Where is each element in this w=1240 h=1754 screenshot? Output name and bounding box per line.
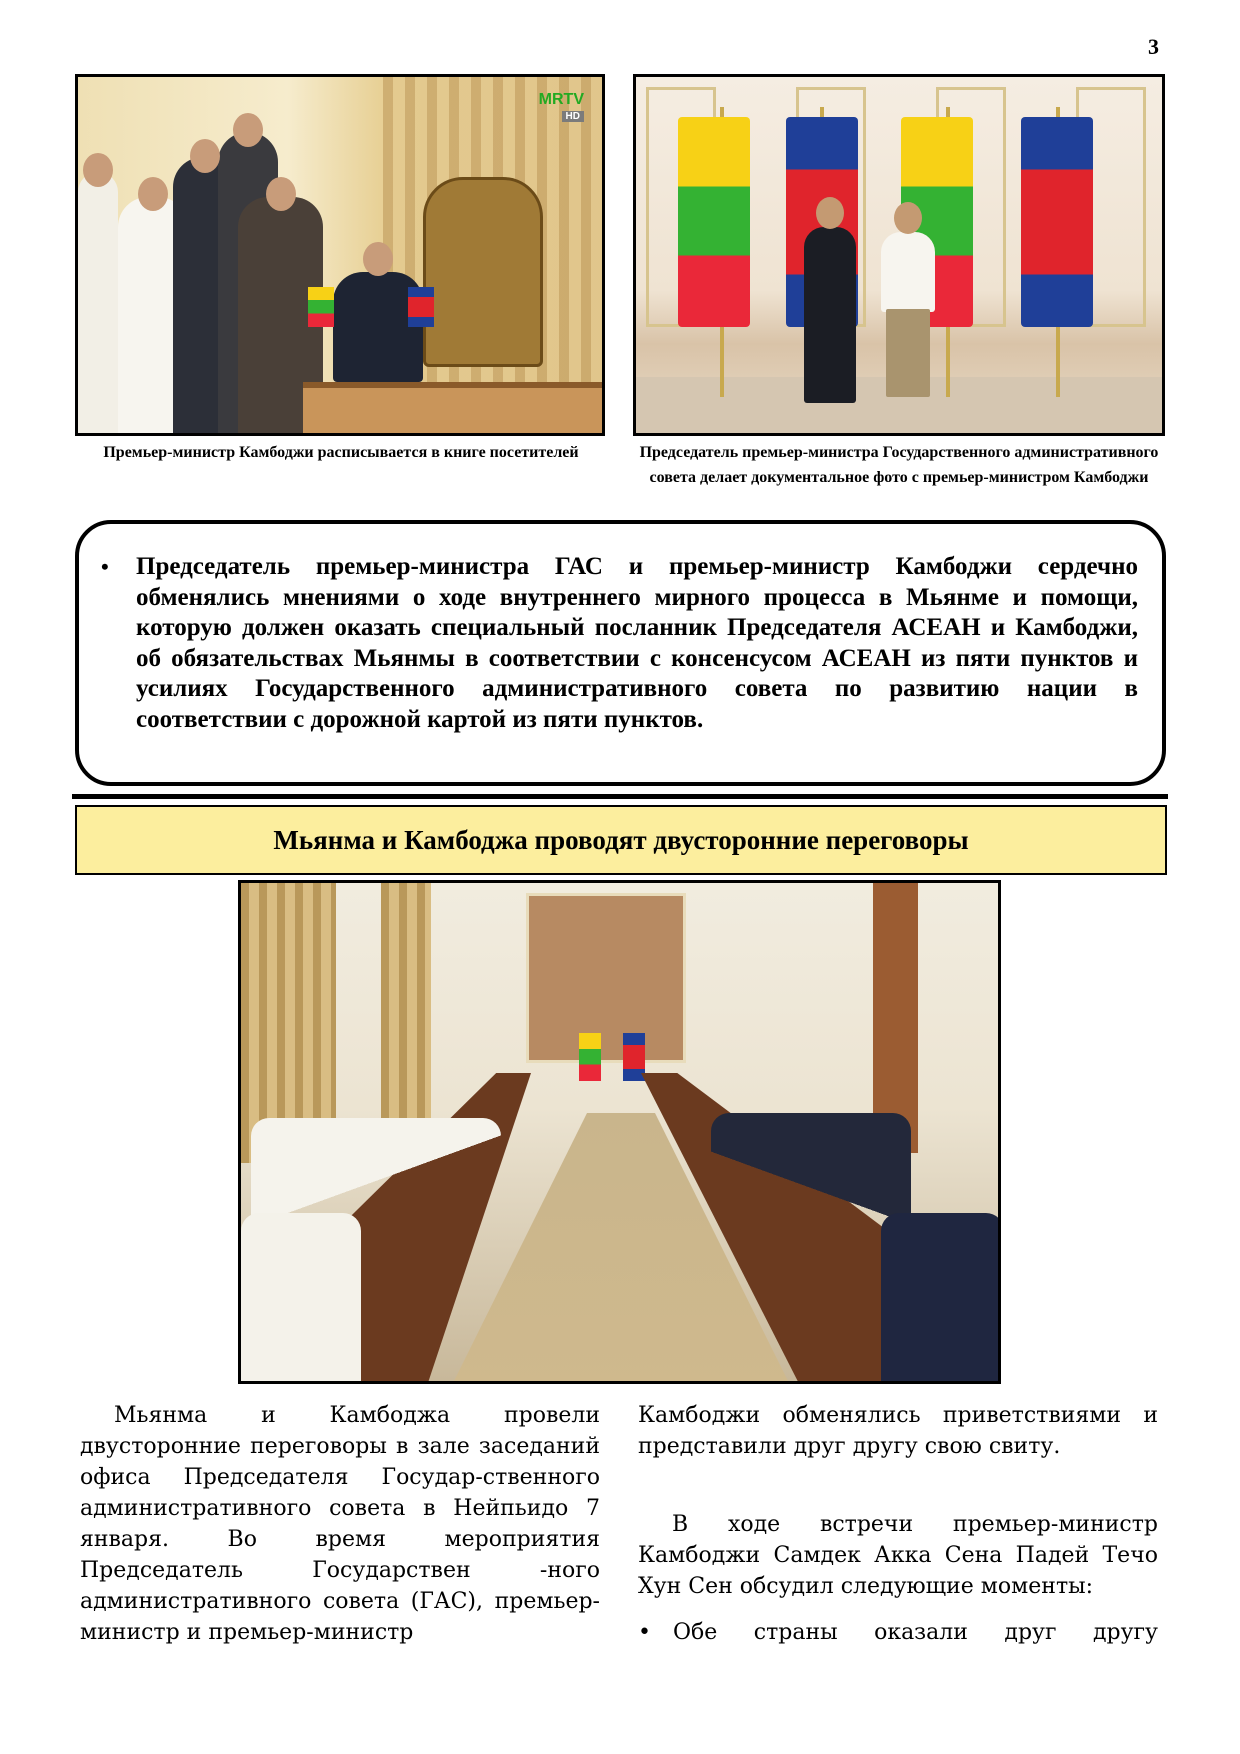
sac-chairman-shirt xyxy=(881,232,935,312)
myanmar-flag-icon xyxy=(308,287,334,327)
photo-caption-flags: Председатель премьер-министра Государственного административного совета делает документальное фото с премьер-министром Камбоджи xyxy=(639,444,1159,486)
ornate-chair xyxy=(423,177,543,367)
cambodia-flag-icon xyxy=(1021,117,1093,327)
myanmar-flag-icon xyxy=(678,117,750,327)
photo-caption-signing: Премьер-министр Камбоджи расписывается в книге посетителей xyxy=(103,444,579,461)
bullet-icon: • xyxy=(638,1620,651,1645)
photo-bilateral-talks xyxy=(238,880,1001,1384)
summary-box xyxy=(75,520,1166,786)
summary-bullet: • Председатель премьер-министра ГАС и премьер-министр Камбоджи сердечно обменялись мнениями о ходе внутреннего мирного процесса в Мьянме и помощи, которую должен оказать специальный посланник Председателя АСЕАН и Камбоджи, об обязательствах Мьянмы в соответствии с консенсусом АСЕАН из пяти пунктов и усилиях Государственного административного совета по развитию нации в соответствии с дорожной картой из пяти пунктов. xyxy=(101,552,1138,735)
myanmar-delegation xyxy=(241,1213,361,1384)
mrtv-watermark xyxy=(539,91,584,109)
section-header: Мьянма и Камбоджа проводят двусторонние переговоры xyxy=(75,805,1167,875)
sac-chairman-longyi xyxy=(886,309,930,397)
section-divider xyxy=(72,794,1168,799)
article-right-column-1: Камбоджи обменялись приветствиями и представили друг другу свою свиту. xyxy=(638,1403,1158,1459)
article-bullet-text: Обе страны оказали друг другу xyxy=(673,1620,1158,1645)
page-number: 3 xyxy=(1148,34,1159,59)
desk xyxy=(303,382,605,436)
cambodian-delegation xyxy=(881,1213,1001,1384)
cambodian-prime-minister-head xyxy=(816,197,844,229)
article-right-column-2: В ходе встречи премьер-министр Камбоджи Самдек Акка Сена Падей Течо Хун Сен обсудил следующие моменты: xyxy=(638,1512,1158,1599)
attendee-head xyxy=(138,177,168,211)
attendee-head xyxy=(266,177,296,211)
mrtv-watermark-text: MRTV xyxy=(538,91,584,108)
article-left-column: Мьянма и Камбоджа провели двусторонние переговоры в зале заседаний офиса Председателя Государ-ственного административного совета в Нейпьидо 7 января. Во время мероприятия Председатель Государствен -ного административного совета (ГАС), премьер-министр и премьер-министр xyxy=(80,1403,600,1645)
sac-chairman-head xyxy=(894,202,922,234)
mrtv-hd-badge: HD xyxy=(562,111,584,122)
attendee xyxy=(78,172,118,436)
attendee-head xyxy=(190,139,220,173)
article-bullet xyxy=(638,1617,1158,1648)
attendee-head xyxy=(233,113,263,147)
signing-prime-minister-head xyxy=(363,242,393,276)
attendee-head xyxy=(83,153,113,187)
curtain xyxy=(381,883,431,1133)
myanmar-flag-icon xyxy=(579,1033,601,1081)
cambodia-flag-icon xyxy=(408,287,434,327)
back-wall-panel xyxy=(526,893,686,1063)
summary-list xyxy=(101,552,1138,735)
photo-signing-guest-book xyxy=(75,74,605,436)
photo-flags-documentary xyxy=(633,74,1165,436)
cambodian-prime-minister xyxy=(804,227,856,403)
